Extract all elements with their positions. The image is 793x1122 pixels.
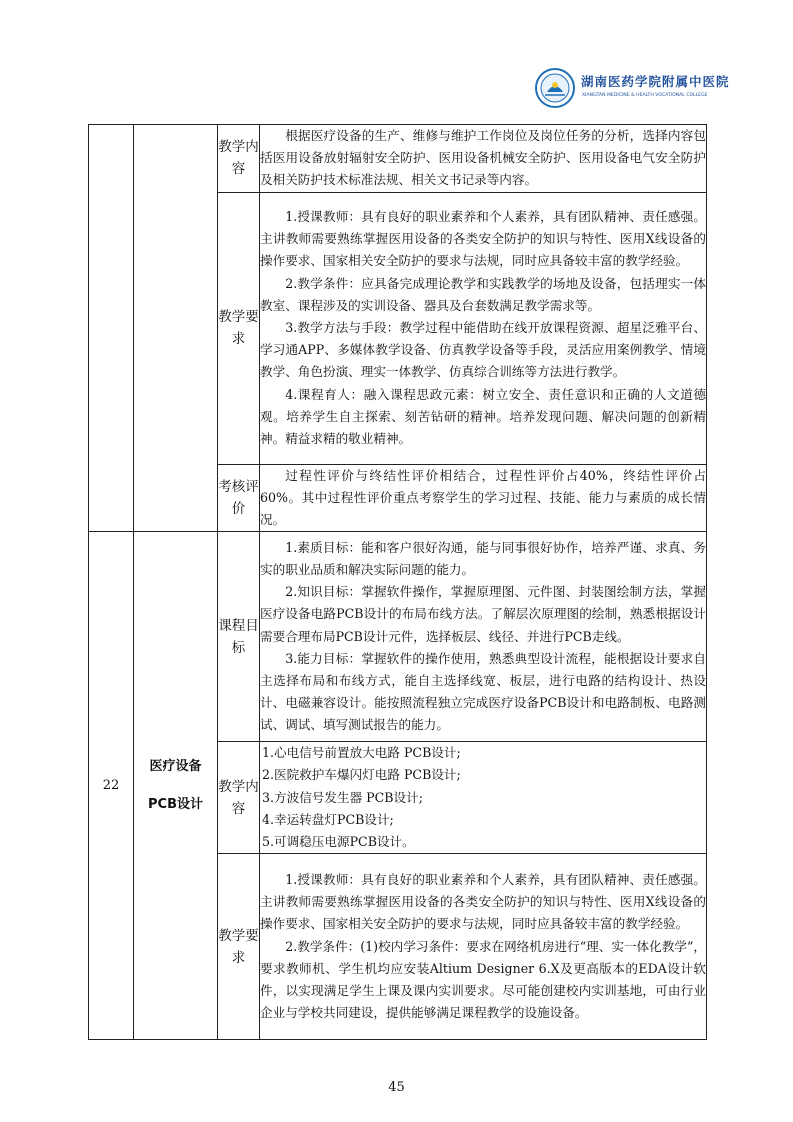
course-number: 22: [102, 778, 120, 794]
requirement-item: 1.授课教师：具有良好的职业素养和个人素养，具有团队精神、责任感强。主讲教师需要熟练掌握医用设备的各类安全防护的知识与特性、医用X线设备的操作要求、国家相关安全防护的要求与法规，同时应具备较丰富的教学经验。: [260, 872, 706, 932]
teaching-requirement-label: 教学要求: [218, 192, 260, 464]
teaching-requirement-cell: [260, 192, 707, 464]
requirement-item: 3.教学方法与手段：教学过程中能借助在线开放课程资源、超星泛雅平台、学习通APP、多媒体教学设备、仿真教学设备等手段，灵活应用案例教学、情境教学、角色扮演、理实一体教学、仿真综合训练等方法进行教学。: [260, 320, 706, 380]
teaching-requirement-cell-22: [260, 854, 707, 1040]
teaching-content-text: 根据医疗设备的生产、维修与维护工作岗位及岗位任务的分析，选择内容包括医用设备放射辐射安全防护、医用设备机械安全防护、医用设备电气安全防护及相关防护技术标准法规、相关文书记录等内容。: [260, 128, 706, 188]
content-item: 4.幸运转盘灯PCB设计;: [262, 811, 394, 827]
teaching-content-cell: [260, 125, 707, 193]
assessment-label: 考核评价: [218, 464, 260, 532]
requirement-item: 2.教学条件：应具备完成理论教学和实践教学的场地及设备，包括理实一体教室、课程涉及的实训设备、器具及台套数满足教学需求等。: [260, 275, 706, 313]
content-item: 2.医院救护车爆闪灯电路 PCB设计;: [262, 767, 461, 783]
teaching-content-cell-22: [260, 742, 707, 854]
requirement-item: 4.课程育人：融入课程思政元素：树立安全、责任意识和正确的人文道德观。培养学生自主探索、刻苦钻研的精神。培养发现问题、解决问题的创新精神。精益求精的敬业精神。: [260, 386, 706, 447]
teaching-content-label: 教学内容: [218, 125, 260, 193]
goal-item: 3.能力目标：掌握软件的操作使用，熟悉典型设计流程，能根据设计要求自主选择布局和布线方式，能自主选择线宽、板层，进行电路的结构设计、热设计、电磁兼容设计。能按照流程独立完成医疗设备PCB设计和电路制板、电路测试、调试、填写测试报告的能力。: [260, 650, 706, 733]
page-number: 45: [388, 1080, 405, 1095]
goal-item: 1.素质目标：能和客户很好沟通，能与同事很好协作，培养严谨、求真、务实的职业品质和解决实际问题的能力。: [260, 539, 706, 577]
course-number-cell: [89, 532, 134, 1040]
course-name-cell: [134, 532, 218, 1040]
teaching-requirement-label-22: 教学要求: [218, 854, 260, 1040]
college-name-en: XIANGTAN MEDICINE & HEALTH VOCATIONAL COLLEGE: [582, 93, 708, 98]
course-goal-label: 课程目标: [218, 532, 260, 742]
assessment-cell: [260, 464, 707, 532]
course-goal-cell: [260, 532, 707, 742]
prev-course-name-cell: [134, 125, 218, 532]
teaching-content-label-22: 教学内容: [218, 742, 260, 854]
course-table: [88, 124, 707, 1040]
college-emblem-icon: [535, 68, 575, 108]
content-item: 1.心电信号前置放大电路 PCB设计;: [262, 745, 461, 761]
requirement-item: 1.授课教师：具有良好的职业素养和个人素养，具有团队精神、责任感强。主讲教师需要熟练掌握医用设备的各类安全防护的知识与特性、医用X线设备的操作要求、国家相关安全防护的要求与法规，同时应具备较丰富的教学经验。: [260, 208, 706, 269]
course-name-line2: PCB设计: [148, 796, 203, 812]
course-name-line1: 医疗设备: [149, 758, 202, 774]
content-item: 3.方波信号发生器 PCB设计;: [262, 789, 423, 805]
college-logo: [535, 68, 735, 114]
requirement-item: 2.教学条件：(1)校内学习条件：要求在网络机房进行“理、实一体化教学”，要求教师机、学生机均应安装Altium Designer 6.X及更高版本的EDA设计软件，以实现满足学生上课及课内实训要求。尽可能创建校内实训基地，可由行业企业与学校共同建设，提供能够满足课程教学的设施设备。: [260, 938, 706, 1021]
goal-item: 2.知识目标：掌握软件操作，掌握原理图、元件图、封装图绘制方法，掌握医疗设备电路PCB设计的布局布线方法。了解层次原理图的绘制，熟悉根据设计需要合理布局PCB设计元件，选择板层、线径、并进行PCB走线。: [260, 584, 706, 644]
assessment-text: 过程性评价与终结性评价相结合，过程性评价占40%，终结性评价占60%。其中过程性评价重点考察学生的学习过程、技能、能力与素质的成长情况。: [260, 467, 706, 528]
college-name-cn: 湖南医药学院附属中医院: [581, 74, 730, 89]
prev-course-number-cell: [89, 125, 134, 532]
content-item: 5.可调稳压电源PCB设计。: [262, 834, 415, 850]
